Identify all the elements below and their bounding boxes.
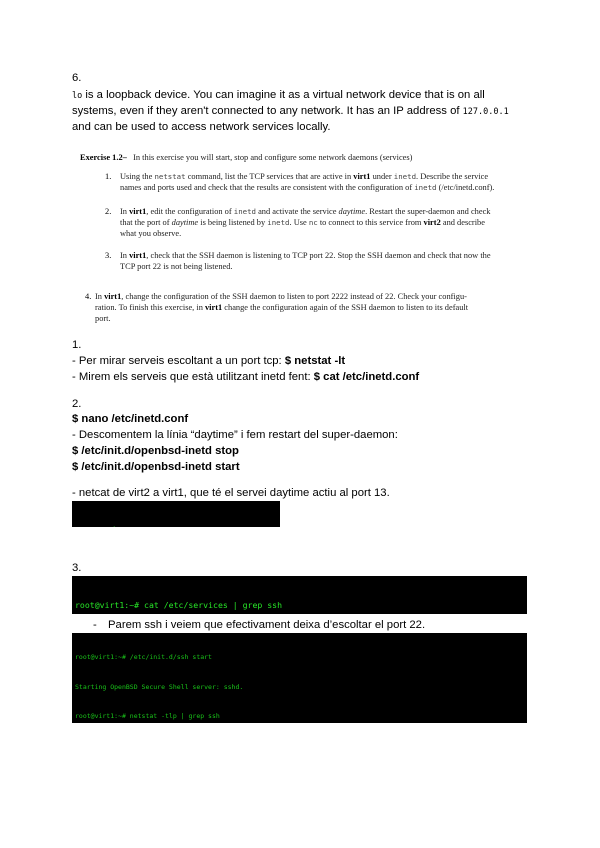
code-ip: 127.0.0.1 <box>462 107 509 117</box>
terminal-line: root@virt1:~# /etc/init.d/ssh start <box>75 653 212 662</box>
answer-3-bullet-text: Parem ssh i veiem que efectivament deixa d’escoltar el port 22. <box>108 619 426 631</box>
command-inetd-start: $ /etc/init.d/openbsd-inetd start <box>72 461 240 473</box>
exercise-item-number: 2. <box>105 207 112 216</box>
command-cat-inetd: $ cat /etc/inetd.conf <box>313 371 420 383</box>
answer-2-text-2: - netcat de virt2 a virt1, que té el servei daytime actiu al port 13. <box>72 487 390 499</box>
command-nano: $ nano /etc/inetd.conf <box>72 413 189 425</box>
answer-2-number: 2. <box>72 398 82 410</box>
exercise-item-4-line-3: port. <box>95 314 111 323</box>
exercise-item-3-line-2: TCP port 22 is not being listened. <box>120 262 233 271</box>
bullet-dash: - <box>93 619 97 631</box>
exercise-item-2-line-1: In virt1, edit the configuration of inetd and activate the service daytime. Restart the super-daemon and check <box>120 207 491 216</box>
exercise-heading: Exercise 1.2– In this exercise you will start, stop and configure some network daemons (services) <box>80 153 413 162</box>
answer-1-line-2: - Mirem els serveis que està utilitzant inetd fent: $ cat /etc/inetd.conf <box>72 371 420 383</box>
terminal-services <box>72 576 527 614</box>
exercise-item-4-line-1: In virt1, change the configuration of the SSH daemon to listen to port 2222 instead of 22. Check your configu- <box>95 292 467 301</box>
exercise-item-number: 3. <box>105 251 112 260</box>
answer-2-text-1: - Descomentem la línia “daytime” i fem restart del super-daemon: <box>72 429 398 441</box>
command-netstat: $ netstat -lt <box>284 355 346 367</box>
section-number-6: 6. <box>72 72 82 84</box>
command-inetd-stop: $ /etc/init.d/openbsd-inetd stop <box>72 445 239 457</box>
intro-line-2: systems, even if they aren't connected to any network. It has an IP address of 127.0.0.1 <box>72 105 509 117</box>
exercise-item-number: 4. <box>85 292 92 301</box>
exercise-image <box>80 150 540 330</box>
exercise-title: Exercise 1.2– <box>80 153 127 162</box>
code-lo: lo <box>72 91 83 101</box>
exercise-item-2-line-2: that the port of daytime is being listened by inetd. Use nc to connect to this service from virt2 and describe <box>120 218 485 227</box>
exercise-item-3-line-1: In virt1, check that the SSH daemon is listening to TCP port 22. Stop the SSH daemon and check that now the <box>120 251 491 260</box>
terminal-line: Starting OpenBSD Secure Shell server: sshd. <box>75 682 244 691</box>
terminal-netcat <box>72 501 280 527</box>
terminal-line <box>75 526 277 527</box>
exercise-item-1-line-1: Using the netstat command, list the TCP services that are active in virt1 under inetd. Describe the service <box>120 172 489 181</box>
terminal-line: root@virt1:~# cat /etc/services | grep ssh <box>75 600 283 610</box>
answer-1-line-1: - Per mirar serveis escoltant a un port tcp: $ netstat -lt <box>72 355 346 367</box>
exercise-item-number: 1. <box>105 172 112 181</box>
intro-line-1: lo is a loopback device. You can imagine it as a virtual network device that is on all <box>72 89 485 101</box>
exercise-item-4-line-2: ration. To finish this exercise, in virt1 change the configuration again of the SSH daemon to listen to its default <box>95 303 469 312</box>
answer-3-number: 3. <box>72 562 82 574</box>
answer-1-number: 1. <box>72 339 82 351</box>
intro-line-3: and can be used to access network services locally. <box>72 121 331 133</box>
terminal-ssh <box>72 633 527 723</box>
terminal-line: root@virt1:~# netstat -tlp | grep ssh <box>75 711 220 720</box>
exercise-item-2-line-3: what you observe. <box>120 229 182 238</box>
exercise-item-1-line-2: names and ports used and check that the results are consistent with the configuration of inetd (/etc/inetd.conf). <box>120 183 495 192</box>
